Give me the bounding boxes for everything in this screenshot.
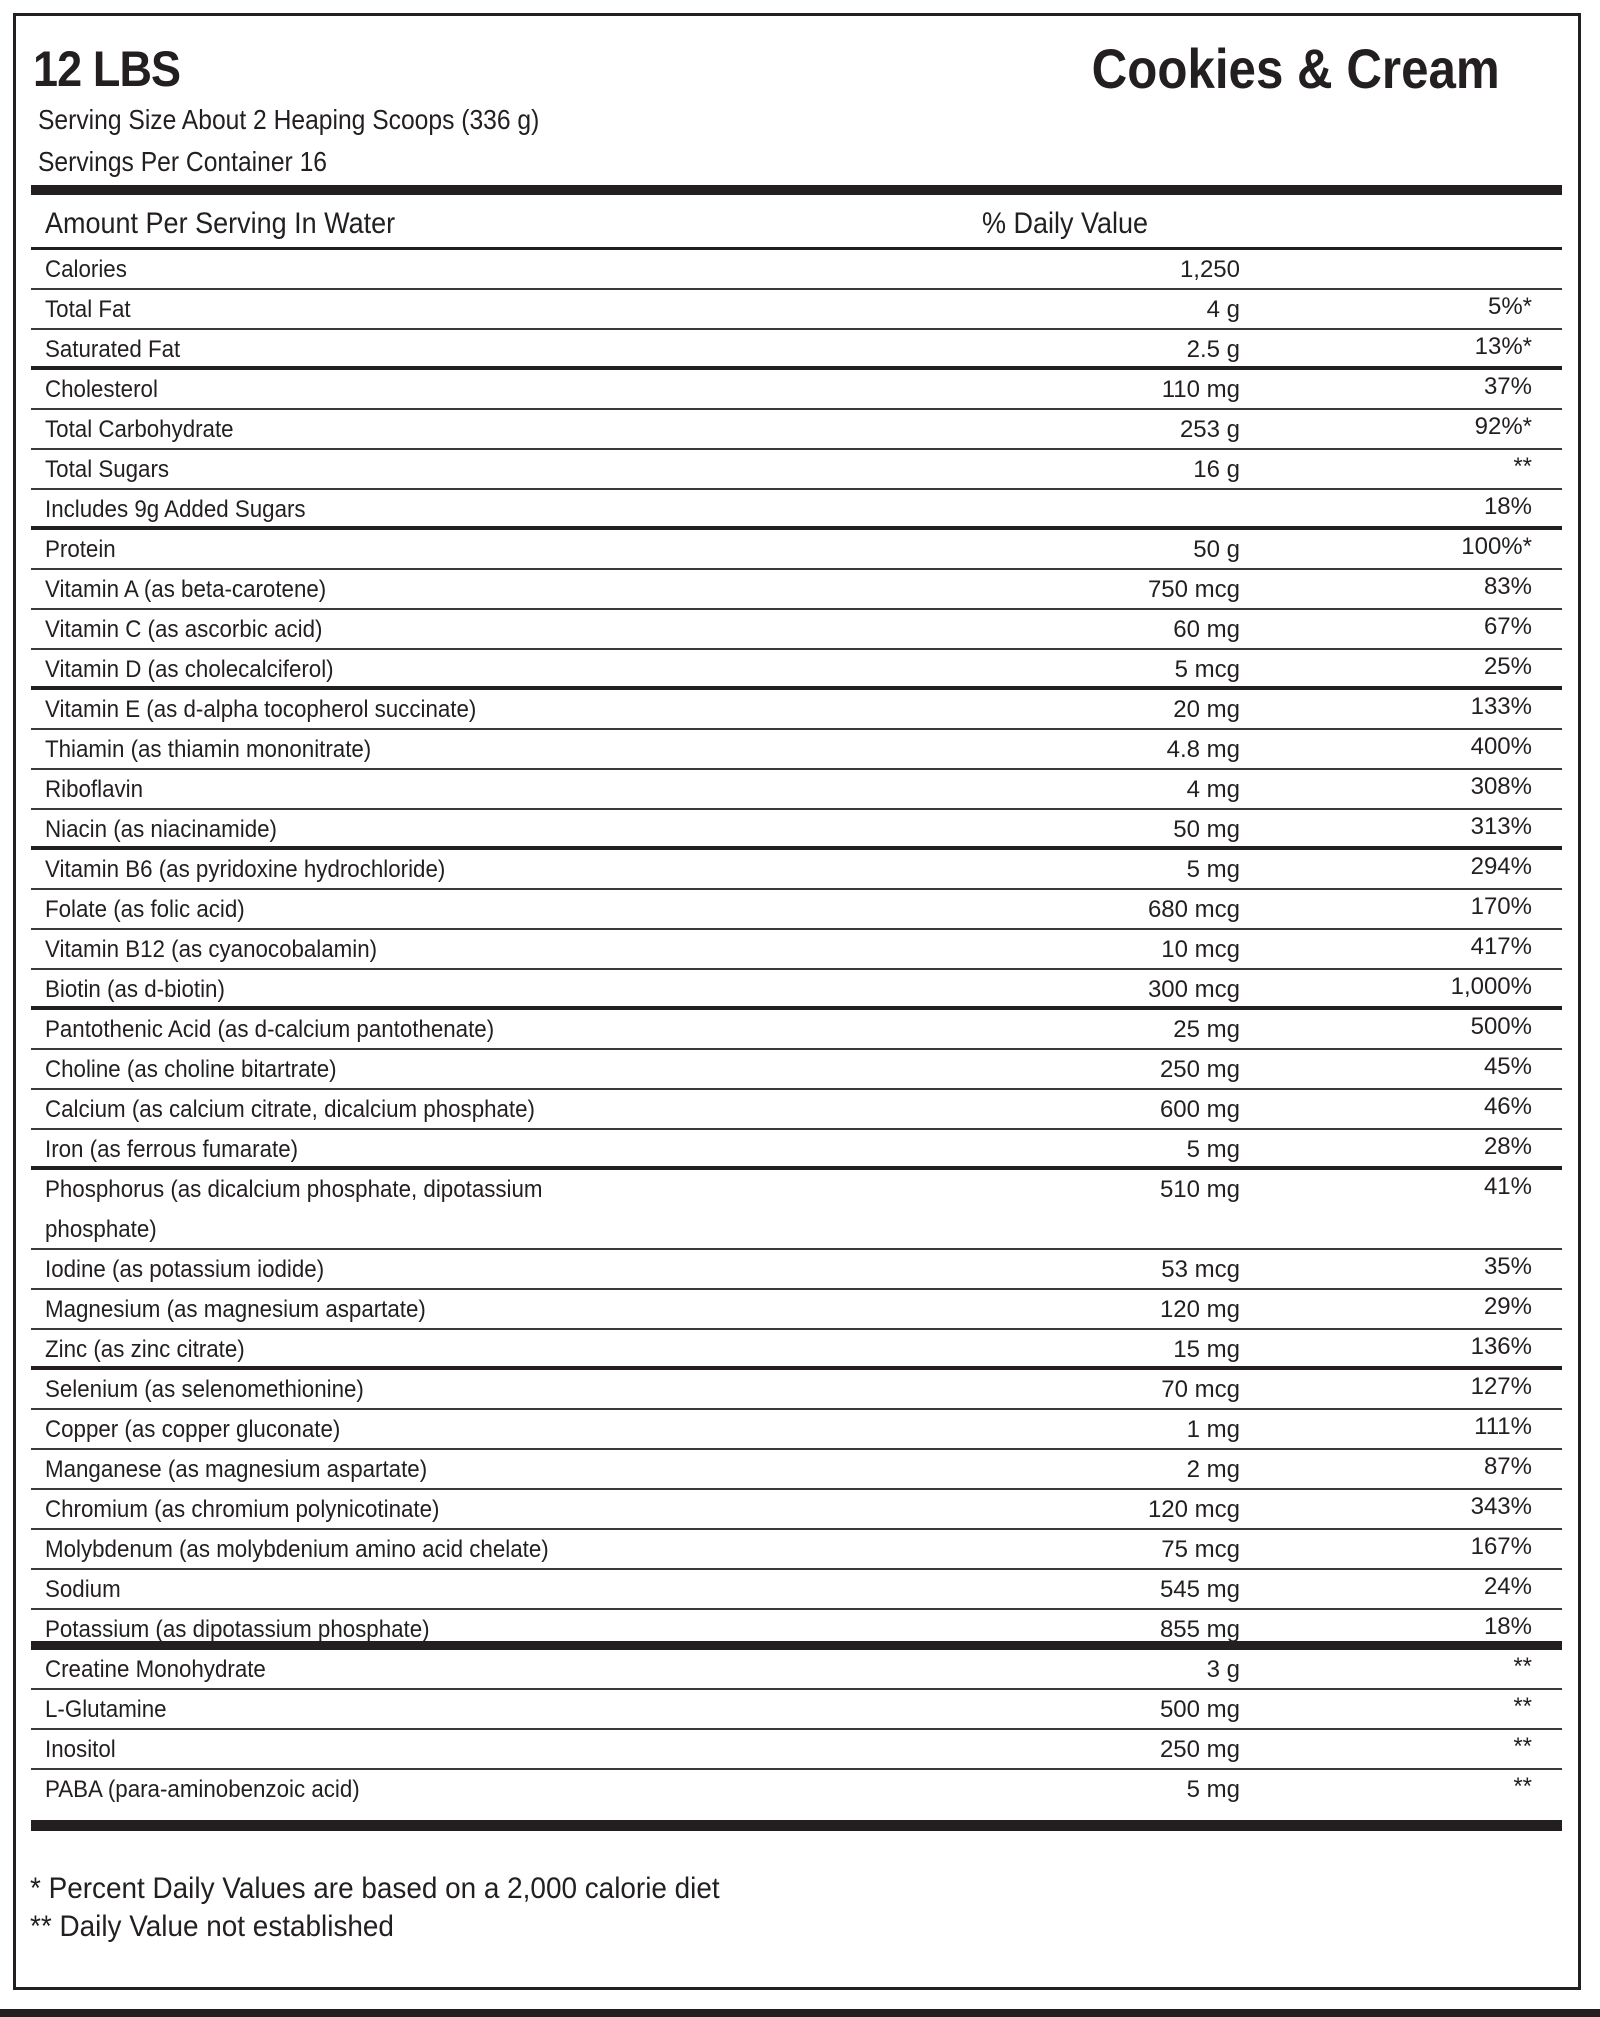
header-amount-per-serving: Amount Per Serving In Water bbox=[45, 207, 396, 240]
nutrient-name: Sodium bbox=[45, 1576, 121, 1603]
nutrient-daily-value: 167% bbox=[1470, 1533, 1532, 1560]
nutrient-daily-value: 46% bbox=[1483, 1093, 1532, 1120]
nutrient-row bbox=[31, 690, 1562, 730]
nutrient-row bbox=[31, 450, 1562, 490]
nutrient-daily-value: 417% bbox=[1470, 933, 1532, 960]
nutrient-daily-value: 28% bbox=[1483, 1133, 1532, 1160]
nutrient-row bbox=[31, 370, 1562, 410]
nutrient-row bbox=[31, 530, 1562, 570]
nutrient-name: Vitamin D (as cholecalciferol) bbox=[45, 656, 334, 683]
nutrient-daily-value: 170% bbox=[1470, 893, 1532, 920]
nutrient-amount: 50 mg bbox=[1173, 816, 1240, 843]
nutrient-amount: 20 mg bbox=[1173, 696, 1240, 723]
nutrient-name: Choline (as choline bitartrate) bbox=[45, 1056, 337, 1083]
nutrient-amount: 5 mg bbox=[1186, 1136, 1240, 1163]
nutrient-row bbox=[31, 1450, 1562, 1490]
nutrient-name: Iodine (as potassium iodide) bbox=[45, 1256, 325, 1283]
nutrient-row bbox=[31, 1130, 1562, 1170]
nutrient-amount: 5 mg bbox=[1186, 1776, 1240, 1803]
nutrient-daily-value: 111% bbox=[1474, 1413, 1532, 1440]
nutrient-daily-value: 24% bbox=[1483, 1573, 1532, 1600]
bottom-bar bbox=[0, 2009, 1600, 2017]
nutrient-amount: 500 mg bbox=[1159, 1696, 1240, 1723]
nutrient-amount: 253 g bbox=[1179, 416, 1240, 443]
nutrient-amount: 4.8 mg bbox=[1166, 736, 1240, 763]
nutrient-amount: 855 mg bbox=[1159, 1616, 1240, 1643]
nutrient-name: Niacin (as niacinamide) bbox=[45, 816, 277, 843]
nutrient-row bbox=[31, 1570, 1562, 1610]
nutrient-daily-value: 41% bbox=[1483, 1173, 1532, 1200]
nutrient-daily-value: 343% bbox=[1470, 1493, 1532, 1520]
nutrient-row bbox=[31, 1010, 1562, 1050]
nutrient-row bbox=[31, 850, 1562, 890]
nutrient-name: Selenium (as selenomethionine) bbox=[45, 1376, 364, 1403]
header-daily-value: % Daily Value bbox=[982, 207, 1149, 240]
nutrient-name: Calories bbox=[45, 256, 127, 283]
divider-thick-top bbox=[31, 185, 1562, 195]
nutrient-name: Riboflavin bbox=[45, 776, 144, 803]
nutrient-amount: 4 mg bbox=[1186, 776, 1240, 803]
nutrient-amount: 300 mcg bbox=[1147, 976, 1240, 1003]
nutrient-name: Molybdenum (as molybdenium amino acid chelate) bbox=[45, 1536, 549, 1563]
nutrient-amount: 5 mcg bbox=[1174, 656, 1240, 683]
nutrient-daily-value: 25% bbox=[1483, 653, 1532, 680]
nutrient-name: Saturated Fat bbox=[45, 336, 181, 363]
nutrient-daily-value: 308% bbox=[1470, 773, 1532, 800]
nutrient-daily-value: ** bbox=[1513, 1733, 1532, 1760]
nutrient-name: Zinc (as zinc citrate) bbox=[45, 1336, 245, 1363]
nutrient-amount: 2 mg bbox=[1186, 1456, 1240, 1483]
nutrient-amount: 15 mg bbox=[1173, 1336, 1240, 1363]
nutrient-name: Total Fat bbox=[45, 296, 131, 323]
nutrient-row bbox=[31, 770, 1562, 810]
nutrient-daily-value: 313% bbox=[1470, 813, 1532, 840]
nutrient-daily-value: 67% bbox=[1483, 613, 1532, 640]
nutrient-name: Iron (as ferrous fumarate) bbox=[45, 1136, 299, 1163]
nutrient-name: Potassium (as dipotassium phosphate) bbox=[45, 1616, 430, 1643]
nutrient-amount: 110 mg bbox=[1161, 376, 1240, 403]
nutrient-name: Magnesium (as magnesium aspartate) bbox=[45, 1296, 426, 1323]
nutrient-daily-value: 294% bbox=[1470, 853, 1532, 880]
nutrient-name: Includes 9g Added Sugars bbox=[45, 496, 306, 523]
nutrient-name-continued: phosphate) bbox=[45, 1216, 157, 1243]
nutrient-daily-value: ** bbox=[1513, 453, 1532, 480]
nutrient-name: Vitamin C (as ascorbic acid) bbox=[45, 616, 323, 643]
nutrient-name: Protein bbox=[45, 536, 116, 563]
nutrient-daily-value: 133% bbox=[1470, 693, 1532, 720]
nutrient-amount: 680 mcg bbox=[1147, 896, 1240, 923]
nutrient-name: Copper (as copper gluconate) bbox=[45, 1416, 341, 1443]
nutrient-row bbox=[31, 250, 1562, 290]
nutrient-daily-value: ** bbox=[1513, 1773, 1532, 1800]
nutrient-daily-value: 100%* bbox=[1461, 533, 1532, 560]
nutrient-daily-value: 400% bbox=[1470, 733, 1532, 760]
nutrient-row bbox=[31, 1410, 1562, 1450]
nutrient-daily-value: ** bbox=[1513, 1693, 1532, 1720]
nutrient-row bbox=[31, 970, 1562, 1010]
nutrient-row bbox=[31, 610, 1562, 650]
footnote-daily-values: * Percent Daily Values are based on a 2,000 calorie diet bbox=[30, 1872, 720, 1905]
nutrient-name: Phosphorus (as dicalcium phosphate, dipotassium bbox=[45, 1176, 543, 1203]
nutrient-name: Chromium (as chromium polynicotinate) bbox=[45, 1496, 440, 1523]
nutrient-row bbox=[31, 490, 1562, 530]
table-header bbox=[31, 200, 1562, 250]
nutrient-amount: 50 g bbox=[1193, 536, 1240, 563]
nutrient-amount: 1 mg bbox=[1186, 1416, 1240, 1443]
nutrient-row bbox=[31, 930, 1562, 970]
nutrient-daily-value: 500% bbox=[1470, 1013, 1532, 1040]
nutrient-row bbox=[31, 1250, 1562, 1290]
nutrient-amount: 4 g bbox=[1206, 296, 1240, 323]
nutrient-row bbox=[31, 1690, 1562, 1730]
nutrient-name: Inositol bbox=[45, 1736, 116, 1763]
nutrient-name: Total Sugars bbox=[45, 456, 170, 483]
nutrient-daily-value: 35% bbox=[1483, 1253, 1532, 1280]
nutrient-row bbox=[31, 1050, 1562, 1090]
nutrient-row bbox=[31, 1530, 1562, 1570]
nutrient-name: Pantothenic Acid (as d-calcium pantothenate) bbox=[45, 1016, 495, 1043]
divider-thick-bottom bbox=[31, 1820, 1562, 1831]
nutrient-name: Manganese (as magnesium aspartate) bbox=[45, 1456, 428, 1483]
nutrient-name: Thiamin (as thiamin mononitrate) bbox=[45, 736, 372, 763]
nutrient-row bbox=[31, 1090, 1562, 1130]
nutrient-amount: 3 g bbox=[1206, 1656, 1240, 1683]
nutrient-name: Vitamin B12 (as cyanocobalamin) bbox=[45, 936, 378, 963]
nutrient-daily-value: 29% bbox=[1483, 1293, 1532, 1320]
nutrient-daily-value: 18% bbox=[1483, 493, 1532, 520]
nutrient-amount: 2.5 g bbox=[1186, 336, 1240, 363]
servings-per-container: Servings Per Container 16 bbox=[38, 146, 327, 177]
nutrient-amount: 120 mcg bbox=[1147, 1496, 1240, 1523]
nutrient-amount: 25 mg bbox=[1173, 1016, 1240, 1043]
nutrient-name: Cholesterol bbox=[45, 376, 158, 403]
nutrient-row bbox=[31, 570, 1562, 610]
nutrient-amount: 1,250 bbox=[1179, 256, 1240, 283]
nutrient-daily-value: 92%* bbox=[1474, 413, 1532, 440]
nutrient-row bbox=[31, 810, 1562, 850]
nutrient-daily-value: ** bbox=[1513, 1653, 1532, 1680]
nutrient-row bbox=[31, 410, 1562, 450]
nutrient-row bbox=[31, 330, 1562, 370]
nutrient-daily-value: 45% bbox=[1483, 1053, 1532, 1080]
nutrient-daily-value: 83% bbox=[1483, 573, 1532, 600]
nutrient-name: Calcium (as calcium citrate, dicalcium phosphate) bbox=[45, 1096, 535, 1123]
nutrient-row bbox=[31, 890, 1562, 930]
nutrient-daily-value: 37% bbox=[1483, 373, 1532, 400]
nutrient-row bbox=[31, 1330, 1562, 1370]
nutrient-row bbox=[31, 1770, 1562, 1808]
container-size: 12 LBS bbox=[33, 41, 181, 97]
nutrient-amount: 545 mg bbox=[1159, 1576, 1240, 1603]
nutrient-daily-value: 18% bbox=[1483, 1613, 1532, 1640]
nutrient-amount: 250 mg bbox=[1159, 1056, 1240, 1083]
nutrient-daily-value: 127% bbox=[1470, 1373, 1532, 1400]
serving-size: Serving Size About 2 Heaping Scoops (336 g) bbox=[38, 104, 540, 135]
nutrient-amount: 60 mg bbox=[1173, 616, 1240, 643]
nutrient-row bbox=[31, 650, 1562, 690]
nutrient-amount: 5 mg bbox=[1186, 856, 1240, 883]
nutrient-amount: 510 mg bbox=[1159, 1176, 1240, 1203]
flavor-title: Cookies & Cream bbox=[1091, 37, 1500, 100]
nutrient-name: Vitamin A (as beta-carotene) bbox=[45, 576, 327, 603]
nutrient-daily-value: 1,000% bbox=[1450, 973, 1532, 1000]
nutrient-amount: 750 mcg bbox=[1147, 576, 1240, 603]
nutrient-name: Total Carbohydrate bbox=[45, 416, 234, 443]
footnote-not-established: ** Daily Value not established bbox=[30, 1910, 394, 1943]
nutrient-row bbox=[31, 290, 1562, 330]
nutrient-row bbox=[31, 1730, 1562, 1770]
nutrient-table bbox=[31, 250, 1562, 1808]
nutrient-row bbox=[31, 1650, 1562, 1690]
nutrient-row bbox=[31, 730, 1562, 770]
nutrient-row bbox=[31, 1370, 1562, 1410]
nutrient-amount: 70 mcg bbox=[1161, 1376, 1240, 1403]
nutrient-daily-value: 136% bbox=[1470, 1333, 1532, 1360]
nutrient-row bbox=[31, 1290, 1562, 1330]
nutrient-amount: 120 mg bbox=[1159, 1296, 1240, 1323]
nutrient-amount: 16 g bbox=[1193, 456, 1240, 483]
nutrient-row bbox=[31, 1170, 1562, 1250]
nutrient-name: Vitamin B6 (as pyridoxine hydrochloride) bbox=[45, 856, 446, 883]
nutrient-name: Vitamin E (as d-alpha tocopherol succinate) bbox=[45, 696, 477, 723]
nutrient-daily-value: 87% bbox=[1483, 1453, 1532, 1480]
nutrient-row bbox=[31, 1490, 1562, 1530]
nutrient-name: Folate (as folic acid) bbox=[45, 896, 245, 923]
nutrient-name: PABA (para-aminobenzoic acid) bbox=[45, 1776, 360, 1803]
nutrient-amount: 10 mcg bbox=[1161, 936, 1240, 963]
nutrient-daily-value: 13%* bbox=[1474, 333, 1532, 360]
nutrient-amount: 75 mcg bbox=[1161, 1536, 1240, 1563]
nutrient-amount: 53 mcg bbox=[1161, 1256, 1240, 1283]
nutrient-name: L-Glutamine bbox=[45, 1696, 167, 1723]
nutrient-name: Creatine Monohydrate bbox=[45, 1656, 266, 1683]
nutrient-amount: 250 mg bbox=[1159, 1736, 1240, 1763]
nutrient-row bbox=[31, 1610, 1562, 1650]
nutrient-amount: 600 mg bbox=[1159, 1096, 1240, 1123]
nutrient-name: Biotin (as d-biotin) bbox=[45, 976, 225, 1003]
nutrient-daily-value: 5%* bbox=[1487, 293, 1532, 320]
